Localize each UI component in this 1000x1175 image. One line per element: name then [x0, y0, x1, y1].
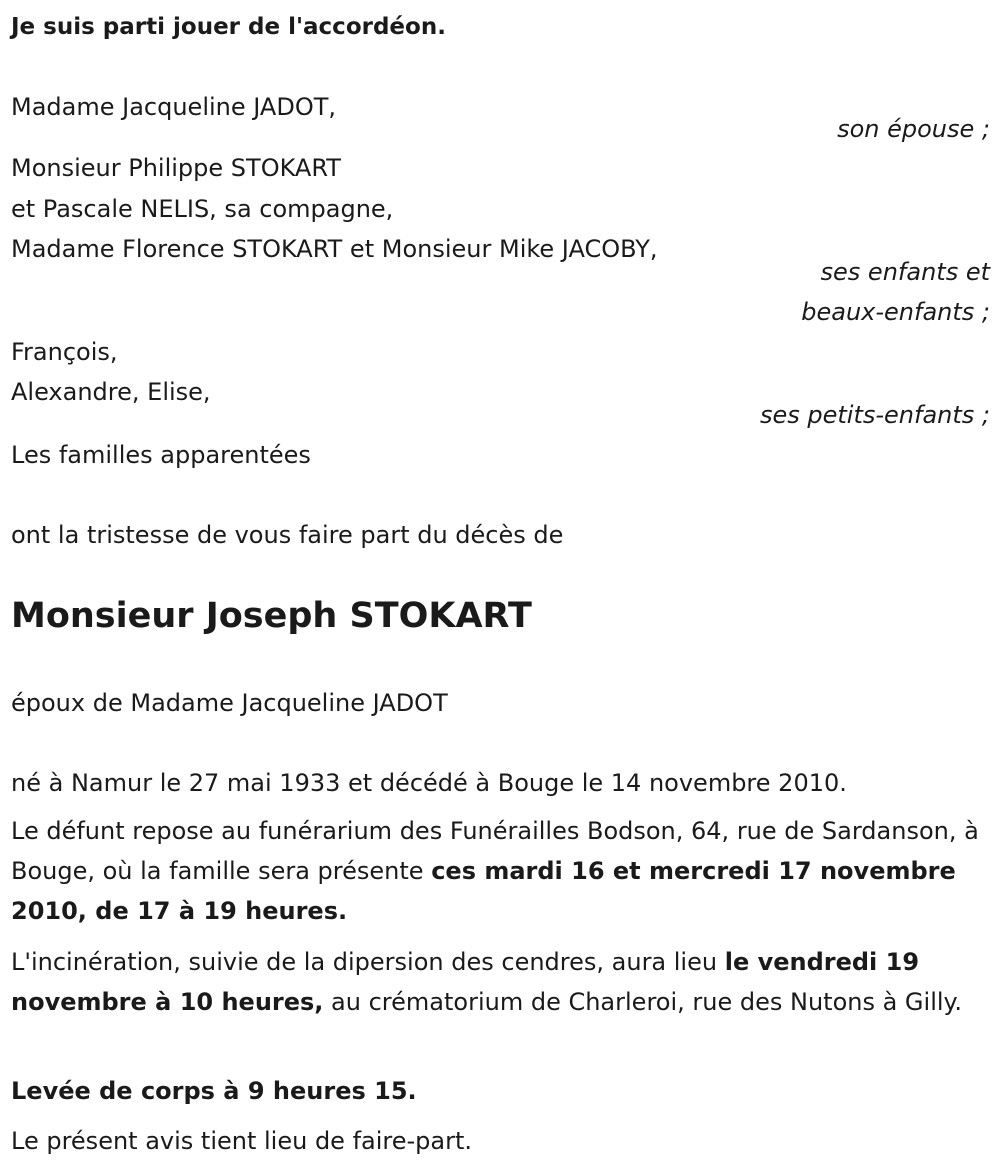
- rest-paragraph: [11, 811, 991, 931]
- announcement-line: ont la tristesse de vous faire part du décès de: [11, 521, 564, 549]
- grandchildren-line-2: Alexandre, Elise,: [11, 378, 211, 406]
- rest-text: Le défunt repose au funérarium des Funérailles Bodson, 64, rue de Sardanson, à Bouge, où la famille sera présente: [11, 817, 979, 885]
- deceased-name: Monsieur Joseph STOKART: [11, 596, 532, 636]
- relatives-line: Les familles apparentées: [11, 441, 311, 469]
- birth-death-line: né à Namur le 27 mai 1933 et décédé à Bouge le 14 novembre 2010.: [11, 769, 847, 797]
- children-line-1: Monsieur Philippe STOKART: [11, 154, 341, 182]
- grandchildren-role: ses petits-enfants ;: [759, 401, 990, 429]
- rest-visiting-hours: ces mardi 16 et mercredi 17 novembre 2010, de 17 à 19 heures.: [11, 857, 956, 925]
- children-line-2: et Pascale NELIS, sa compagne,: [11, 195, 394, 223]
- grandchildren-line-1: François,: [11, 338, 118, 366]
- cremation-text-before: L'incinération, suivie de la dipersion des cendres, aura lieu: [11, 948, 725, 976]
- spouse-of-line: époux de Madame Jacqueline JADOT: [11, 689, 448, 717]
- intro-line: Je suis parti jouer de l'accordéon.: [11, 14, 446, 40]
- closing-line: Le présent avis tient lieu de faire-part.: [11, 1127, 473, 1155]
- children-role-line-1: ses enfants et: [820, 258, 990, 286]
- children-line-3: Madame Florence STOKART et Monsieur Mike JACOBY,: [11, 235, 658, 263]
- children-role-line-2: beaux-enfants ;: [801, 298, 990, 326]
- cremation-text-after: au crématorium de Charleroi, rue des Nutons à Gilly.: [323, 988, 962, 1016]
- cremation-date: le vendredi 19 novembre à 10 heures,: [11, 948, 920, 1016]
- spouse-name: Madame Jacqueline JADOT,: [11, 93, 336, 121]
- levee-line: Levée de corps à 9 heures 15.: [11, 1077, 417, 1105]
- spouse-role: son épouse ;: [837, 115, 990, 143]
- cremation-paragraph: [11, 942, 991, 1022]
